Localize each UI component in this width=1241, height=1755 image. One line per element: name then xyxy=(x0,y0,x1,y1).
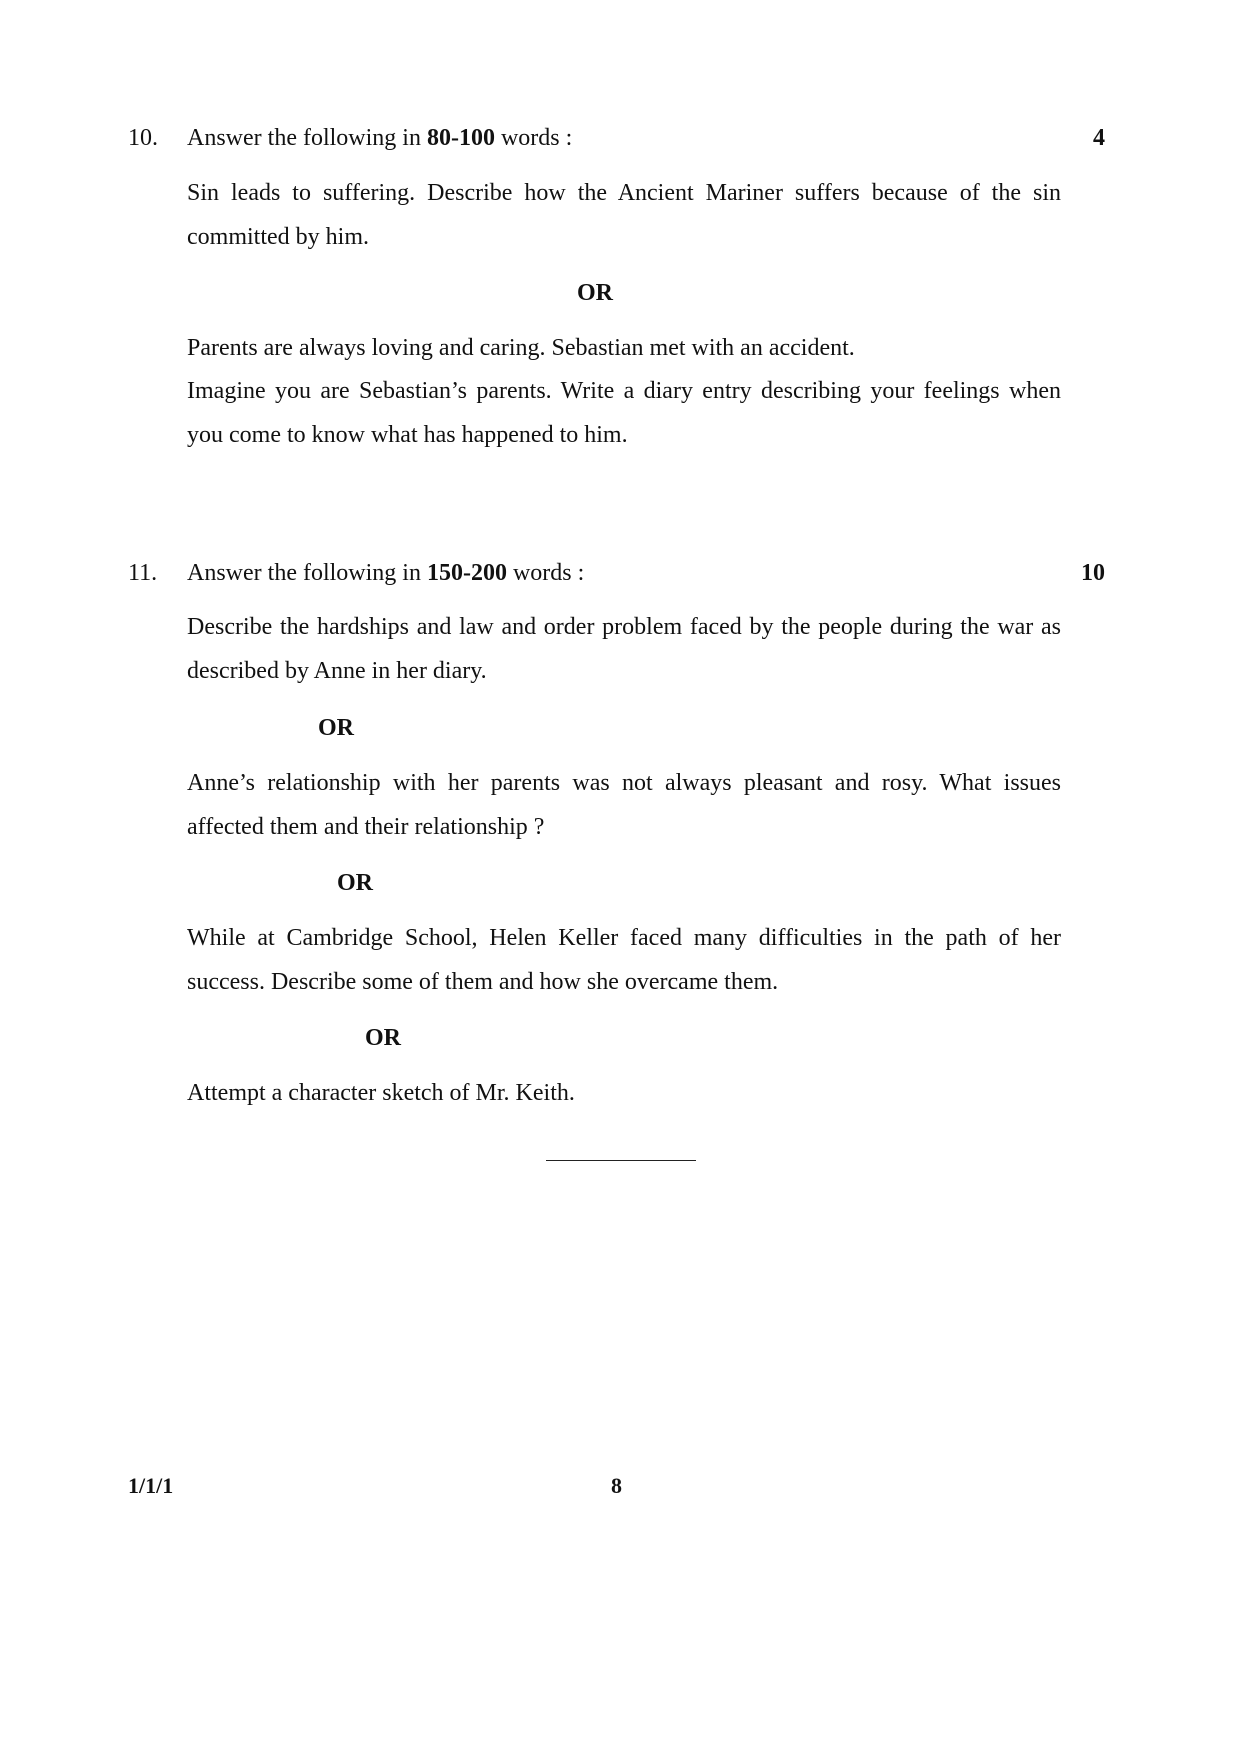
or-separator: OR xyxy=(318,715,354,741)
question-number: 10. xyxy=(128,125,158,151)
question-number: 11. xyxy=(128,560,158,586)
question-instruction: Answer the following in 150-200 words : xyxy=(187,560,585,586)
or-separator: OR xyxy=(337,870,373,896)
question-marks: 10 xyxy=(1081,560,1105,586)
q11-option-4: Attempt a character sketch of Mr. Keith. xyxy=(187,1080,575,1106)
q11-option-3: While at Cambridge School, Helen Keller faced many difficulties in the path of her success. Describe some of them and how she overcame them. xyxy=(187,925,1061,995)
q10-option-1: Sin leads to suffering. Describe how the Ancient Mariner suffers because of the sin committed by him. xyxy=(187,180,1061,250)
word-range: 80-100 xyxy=(426,125,495,151)
page-number: 8 xyxy=(611,1473,622,1498)
q10-option-2-line-2: Imagine you are Sebastian’s parents. Write a diary entry describing your feelings when you come to know what has happened to him. xyxy=(187,378,1061,448)
paper-code: 1/1/1 xyxy=(128,1473,174,1498)
question-marks: 4 xyxy=(1093,125,1105,151)
q10-option-2-line-1: Parents are always loving and caring. Sebastian met with an accident. xyxy=(187,335,855,361)
or-separator: OR xyxy=(577,280,613,306)
question-instruction: Answer the following in 80-100 words : xyxy=(187,125,573,151)
word-range: 150-200 xyxy=(426,560,507,586)
q11-option-2: Anne’s relationship with her parents was not always pleasant and rosy. What issues affected them and their relationship ? xyxy=(187,770,1061,840)
q11-option-1: Describe the hardships and law and order problem faced by the people during the war as described by Anne in her diary. xyxy=(187,614,1061,684)
or-separator: OR xyxy=(365,1025,401,1051)
end-of-paper-rule xyxy=(546,1160,696,1161)
